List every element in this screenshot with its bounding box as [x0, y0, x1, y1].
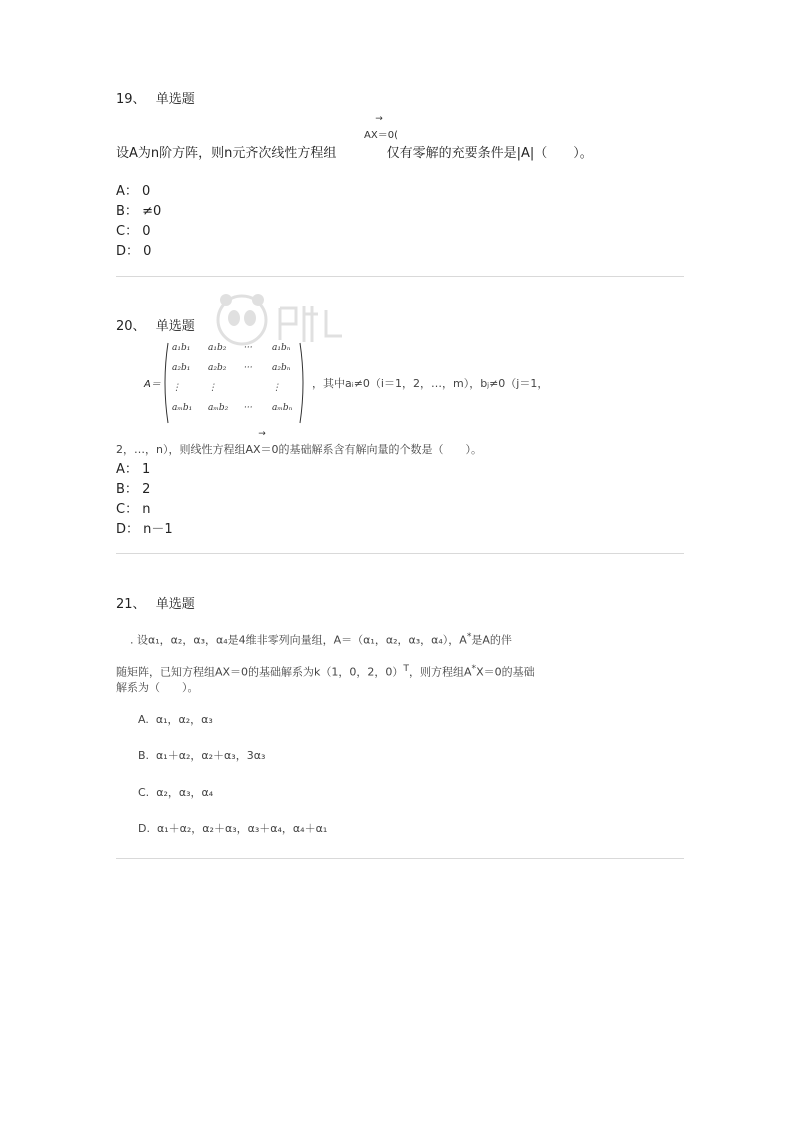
stem-line-3: 解系为（ ）。	[116, 681, 199, 694]
option-c[interactable]: C： 0	[116, 224, 151, 239]
stem-after: 仅有零解的充要条件是|A|（ ）。	[386, 146, 593, 161]
question-number: 19、	[116, 92, 146, 107]
matrix-grid: a₁b₁ a₁b₂ ··· a₁bₙ a₂b₁ a₂b₂ ··· a₂bₙ ⋮ ⋮ ⋮ aₘb₁ aₘb₂ ··· aₘbₙ	[172, 343, 293, 413]
divider	[116, 553, 684, 554]
equation-image	[364, 126, 398, 141]
stem-line-2: 2，…，n），则线性方程组→ AX＝0的基础解系含有解向量的个数是（ ）。	[116, 441, 482, 457]
option-b[interactable]: B： ≠0	[116, 204, 162, 219]
matrix	[144, 341, 334, 425]
question-type: 单选题	[155, 92, 195, 107]
stem-line-1: . 设α₁，α₂，α₃，α₄是4维非零列向量组，A＝（α₁，α₂，α₃，α₄），A*是A的伴	[130, 631, 512, 647]
question-19	[116, 88, 684, 268]
stem-line-2: 随矩阵，已知方程组AX＝0的基础解系为k（1，0，2，0）$^T$，则方程组A*X＝0的基础	[116, 663, 535, 679]
question-20	[116, 315, 684, 545]
question-header	[116, 315, 195, 334]
question-number: 21、	[116, 597, 146, 612]
question-type: 单选题	[155, 319, 195, 334]
option-b[interactable]: B. α₁＋α₂，α₂＋α₃，3α₃	[138, 749, 266, 762]
equation-tail: (	[394, 130, 398, 141]
question-header	[116, 593, 195, 612]
divider	[116, 276, 684, 277]
option-d[interactable]: D： n－1	[116, 522, 173, 537]
option-b[interactable]: B： 2	[116, 482, 151, 497]
option-a[interactable]: A： 1	[116, 462, 151, 477]
stem-line-1: ，其中aᵢ≠0（i＝1，2，…，m），bⱼ≠0（j＝1，	[312, 377, 549, 390]
option-c[interactable]: C： n	[116, 502, 151, 517]
question-stem	[116, 142, 593, 161]
option-c[interactable]: C. α₂，α₃，α₄	[138, 786, 214, 799]
question-type: 单选题	[155, 597, 195, 612]
question-header	[116, 88, 195, 107]
vector-ax: → AX＝0	[245, 441, 278, 457]
option-d[interactable]: D： 0	[116, 244, 152, 259]
matrix-label: A＝	[144, 379, 161, 390]
question-number: 20、	[116, 319, 146, 334]
option-d[interactable]: D. α₁＋α₂，α₂＋α₃，α₃＋α₄，α₄＋α₁	[138, 822, 328, 835]
option-a[interactable]: A： 0	[116, 184, 151, 199]
option-a[interactable]: A. α₁，α₂，α₃	[138, 713, 213, 726]
stem-before: 设A为n阶方阵，则n元齐次线性方程组	[116, 146, 337, 161]
question-21	[116, 593, 684, 843]
vector-ax: → AX＝0	[364, 126, 394, 141]
divider	[116, 858, 684, 859]
